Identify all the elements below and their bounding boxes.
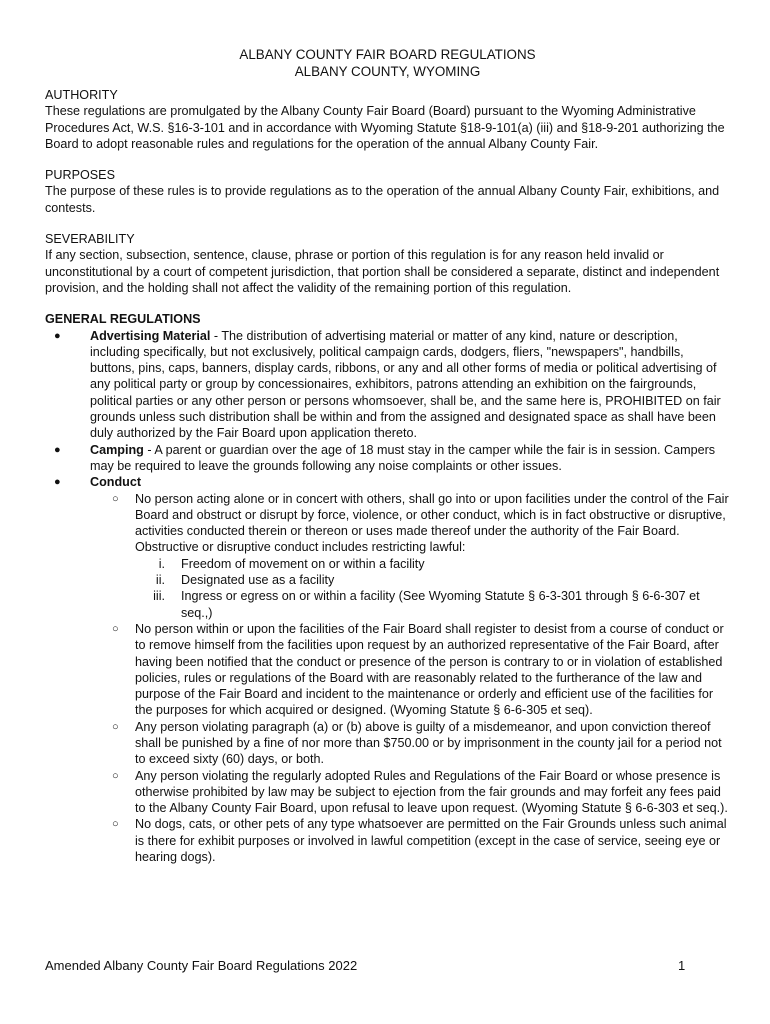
page-footer: Amended Albany County Fair Board Regulations 2022 bbox=[45, 958, 358, 973]
conduct-item-1-text: No person acting alone or in concert with others, shall go into or upon facilities under the control of the Fair Board and obstruct or disrupt by force, violence, or other conduct, which is in fact obstructive or disruptive, activities conducted therein or thereon or uses made thereof under the authority of the Fair Board. Obstructive or disruptive conduct includes restricting lawful: bbox=[135, 491, 729, 555]
severability-text: If any section, subsection, sentence, clause, phrase or portion of this regulation is for any reason held invalid or unconstitutional by a court of competent jurisdiction, that portion shall be considered a separate, distinct and independent provision, and the holding shall not affect the validity of the remaining portion of this regulation. bbox=[45, 248, 720, 295]
title-line-2: ALBANY COUNTY, WYOMING bbox=[294, 64, 481, 79]
roman-item-text: Ingress or egress on or within a facility (See Wyoming Statute § 6-3-301 through § 6-6-307 et seq.,) bbox=[181, 589, 700, 620]
conduct-item-4 bbox=[90, 768, 730, 817]
conduct-term: Conduct bbox=[90, 475, 142, 490]
bullet-icon: ● bbox=[54, 443, 61, 456]
page-number: 1 bbox=[678, 958, 686, 973]
circle-bullet-icon: ○ bbox=[112, 622, 119, 635]
conduct-item-5-text: No dogs, cats, or other pets of any type whatsoever are permitted on the Fair Grounds unless such animal is there for exhibit purposes or involved in lawful competition (except in the case of service, seeing eye or hearing dogs). bbox=[135, 817, 727, 865]
authority-heading: AUTHORITY bbox=[45, 88, 118, 102]
document-title bbox=[45, 46, 730, 80]
conduct-item-2-text: No person within or upon the facilities of the Fair Board shall register to desist from a course of conduct or to remove himself from the facilities upon request by an authorized representative of the Fair Board, after having been notified that the conduct or presence of the person is contrary to or in violation of established policies, rules or regulations of the Board with are reasonably related to the furtherance of the law and purpose of the Fair Board and incident to the maintenance or orderly and efficient use of the facilities for the purposes for which acquired or designed. (Wyoming Statute § 6-6-305 et seq). bbox=[135, 621, 724, 718]
conduct-sublist bbox=[90, 491, 730, 866]
severability-heading: SEVERABILITY bbox=[45, 232, 135, 247]
camping-term: Camping bbox=[90, 442, 144, 457]
roman-item-text: Freedom of movement on or within a facility bbox=[181, 556, 425, 571]
circle-bullet-icon: ○ bbox=[112, 720, 119, 733]
conduct-item-4-text: Any person violating the regularly adopted Rules and Regulations of the Fair Board or whose presence is otherwise prohibited by law may be subject to ejection from the fair grounds and may forfeit any fees paid to the Albany County Fair Board, upon refusal to leave upon request. (Wyoming Statute § 6-6-303 et seq.). bbox=[135, 768, 728, 816]
roman-number: i. bbox=[158, 556, 165, 571]
conduct-item-3-text: Any person violating paragraph (a) or (b) above is guilty of a misdemeanor, and upon conviction thereof shall be punished by a fine of nor more than $750.00 or by imprisonment in the county jail for a period not to exceed sixty (60) days, or both. bbox=[135, 719, 722, 767]
conduct-item-3 bbox=[90, 719, 730, 768]
list-item-conduct bbox=[45, 474, 730, 865]
conduct-item-5 bbox=[90, 816, 730, 865]
roman-item-text: Designated use as a facility bbox=[181, 573, 335, 588]
circle-bullet-icon: ○ bbox=[112, 818, 119, 831]
authority-text: These regulations are promulgated by the Albany County Fair Board (Board) pursuant to the Wyoming Administrative Procedures Act, W.S. §16-3-101 and in accordance with Wyoming Statute §18-9-101(a) (iii) and §18-9-201 authorizing the Board to adopt reasonable rules and regulations for the operation of the annual Albany County Fair. bbox=[45, 104, 725, 151]
document-page bbox=[45, 46, 730, 865]
camping-text: - A parent or guardian over the age of 18 must stay in the camper while the fair is in session. Campers may be required to leave the grounds following any noise complaints or other issues. bbox=[90, 442, 716, 473]
circle-bullet-icon: ○ bbox=[112, 769, 119, 782]
roman-item-3 bbox=[135, 588, 730, 621]
advertising-term: Advertising Material bbox=[90, 328, 211, 343]
conduct-item-2 bbox=[90, 621, 730, 719]
circle-bullet-icon: ○ bbox=[112, 492, 119, 505]
bullet-icon: ● bbox=[54, 476, 61, 489]
list-item-advertising bbox=[45, 328, 730, 442]
purposes-text: The purpose of these rules is to provide regulations as to the operation of the annual Albany County Fair, exhibitions, and contests. bbox=[45, 184, 720, 215]
advertising-text: - The distribution of advertising material or matter of any kind, nature or description, including specifically, but not exclusively, political campaign cards, dodgers, fliers, "newspapers", handbills, buttons, pins, caps, banners, display cards, ribbons, or any and all other forms of media or political advertising of any political party or group by concessionaires, exhibitors, patrons attending an exhibition on the fairgrounds, political parties or any other person or persons whomsoever, shall be, and the same here is, PROHIBITED on fair grounds unless such distribution shall be within and from the assigned and designated space as shall have been duly authorized by the Fair Board upon application thereto. bbox=[90, 328, 721, 441]
purposes-section bbox=[45, 167, 730, 216]
general-regulations-heading: GENERAL REGULATIONS bbox=[45, 312, 201, 327]
roman-item-1 bbox=[135, 556, 730, 572]
purposes-heading: PURPOSES bbox=[45, 168, 115, 183]
severability-section bbox=[45, 231, 730, 296]
roman-number: iii. bbox=[153, 589, 165, 604]
general-regulations-section bbox=[45, 311, 730, 865]
list-item-camping bbox=[45, 442, 730, 475]
general-regulations-list bbox=[45, 328, 730, 866]
authority-section bbox=[45, 87, 730, 152]
bullet-icon: ● bbox=[54, 329, 61, 342]
conduct-item-1 bbox=[90, 491, 730, 621]
roman-number: ii. bbox=[155, 573, 165, 588]
roman-sublist bbox=[135, 556, 730, 621]
title-line-1: ALBANY COUNTY FAIR BOARD REGULATIONS bbox=[239, 47, 536, 62]
roman-item-2 bbox=[135, 572, 730, 588]
